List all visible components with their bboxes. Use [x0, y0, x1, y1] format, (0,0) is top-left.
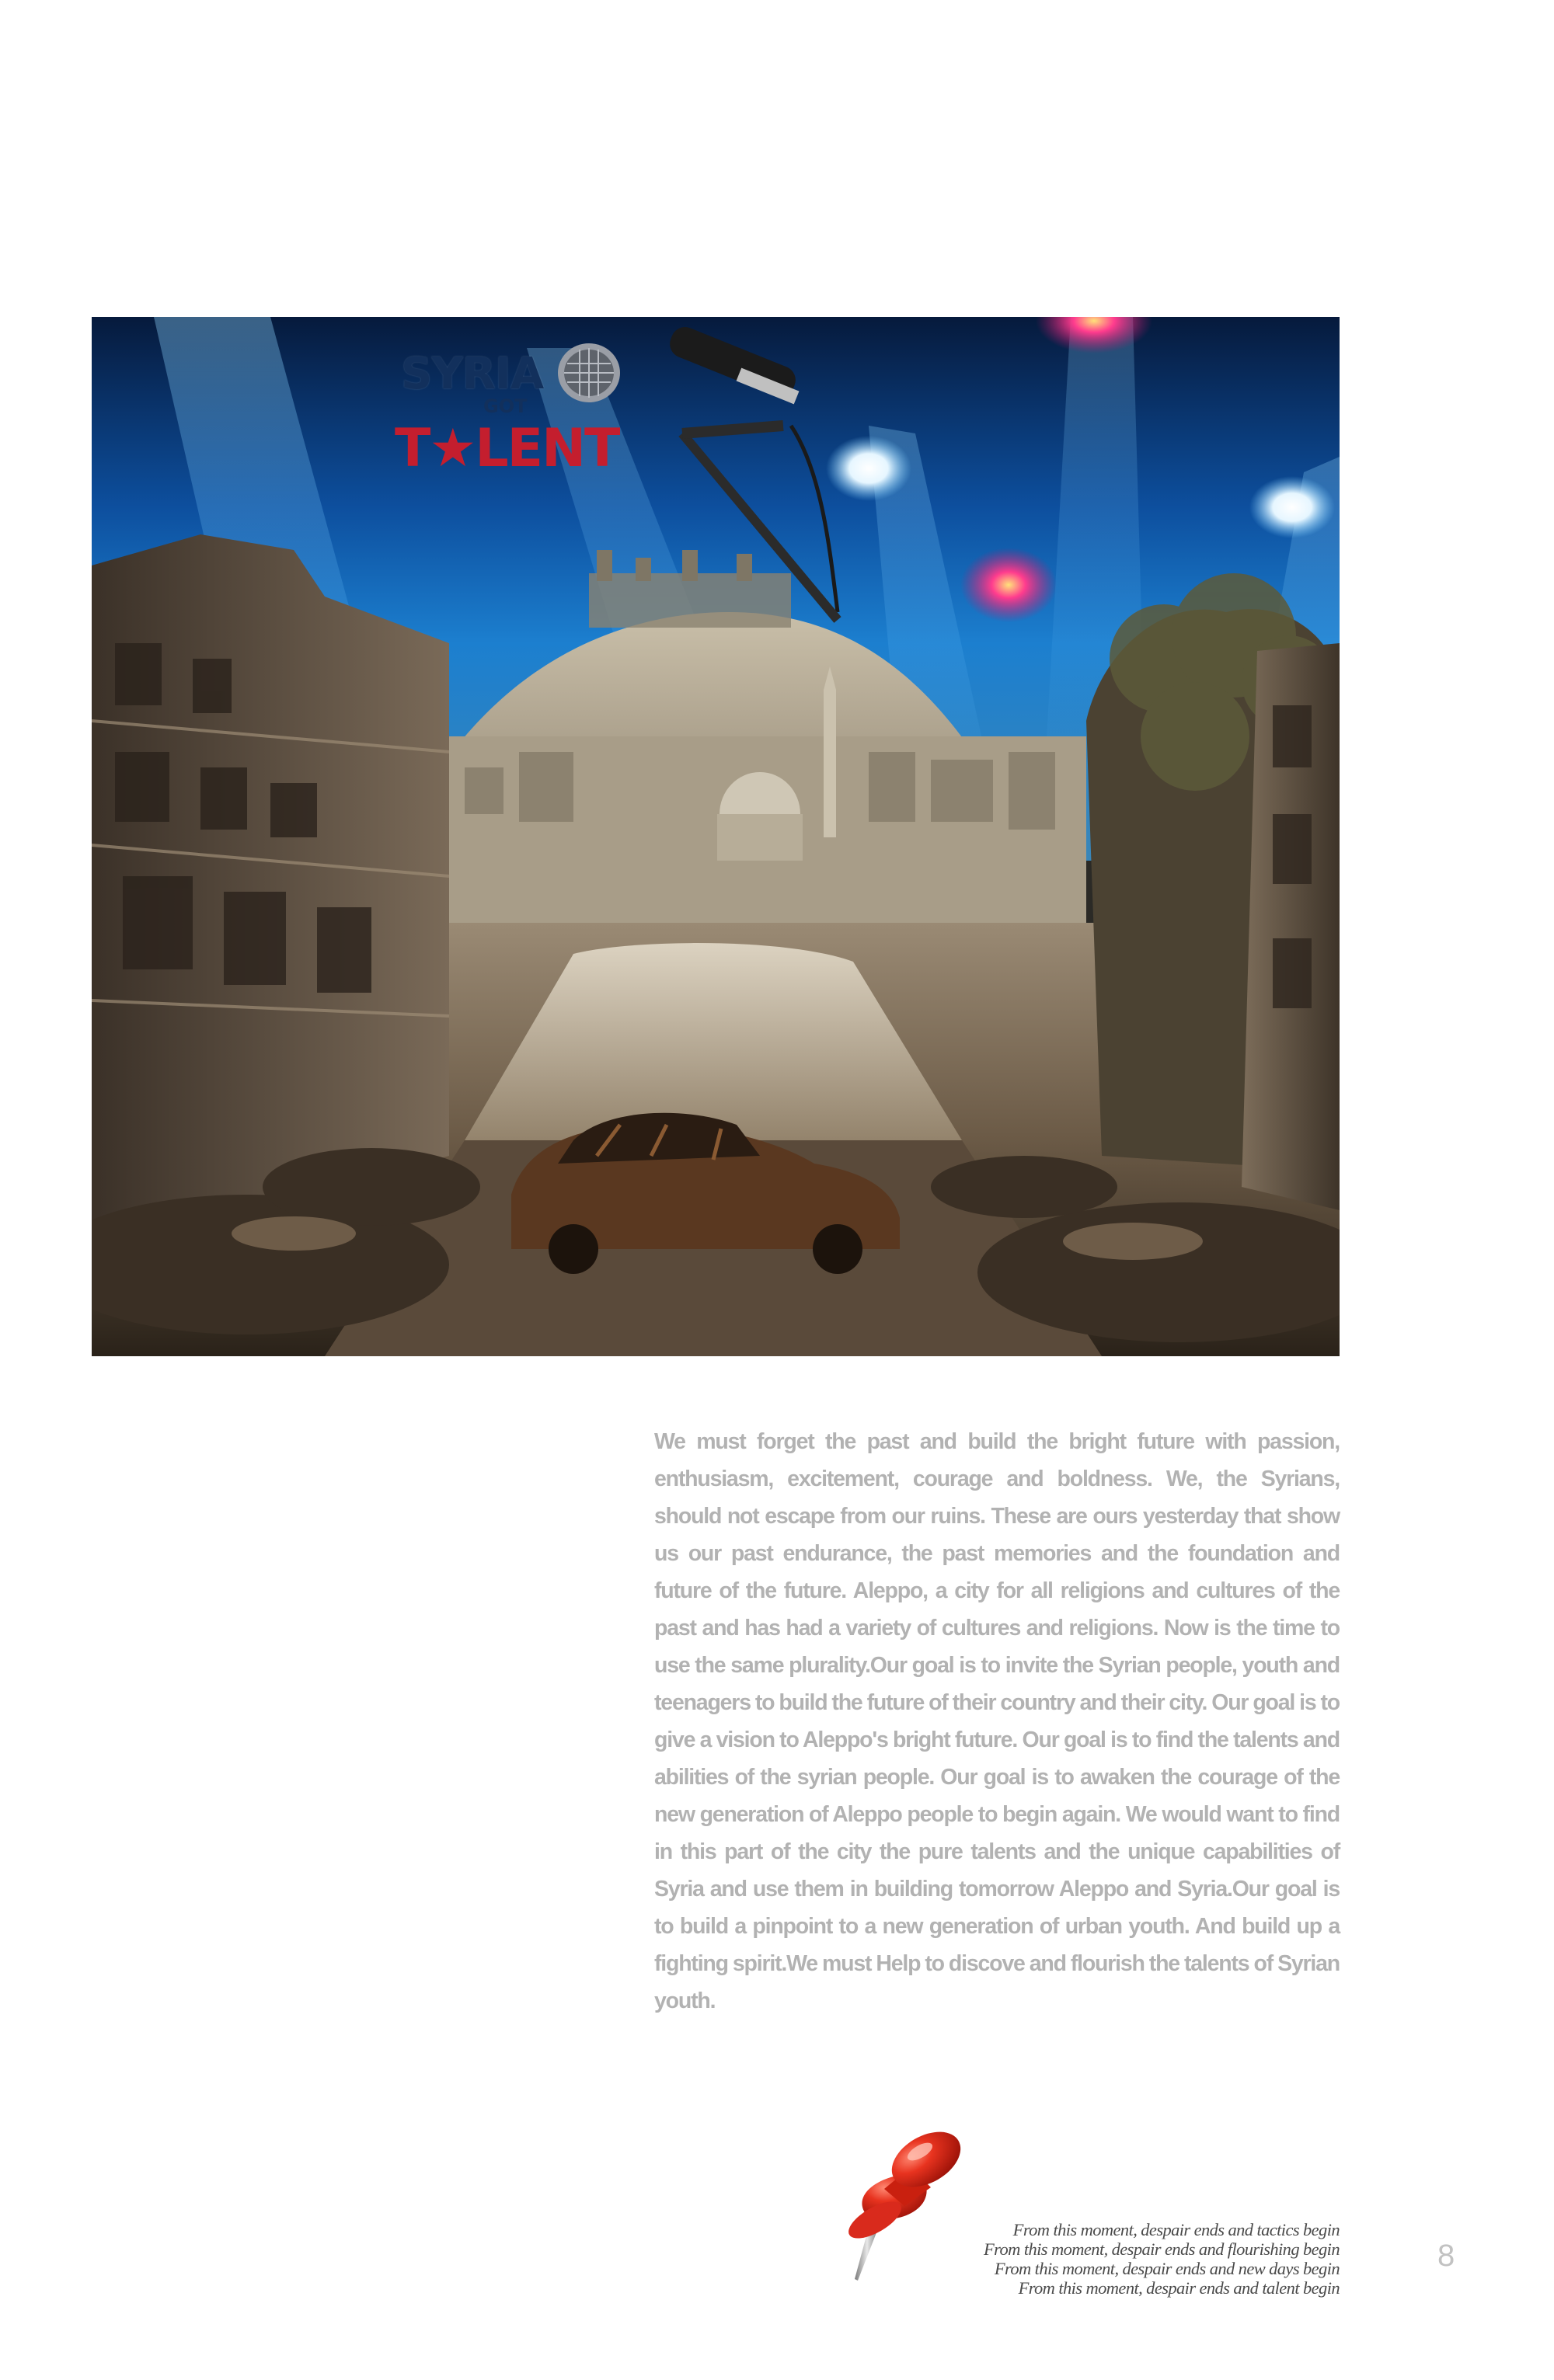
- quote-block: [917, 2220, 1340, 2298]
- logo-got-text: GOT: [483, 395, 528, 417]
- quote-line: From this moment, despair ends and talent begin: [1018, 2278, 1340, 2298]
- syria-got-talent-logo: [395, 351, 620, 491]
- quote-line: From this moment, despair ends and tactics begin: [1012, 2220, 1340, 2239]
- logo-syria-text: SYRIA: [401, 349, 544, 399]
- ruined-city-stage-scene: [92, 317, 1340, 1356]
- quote-line: From this moment, despair ends and new days begin: [994, 2259, 1340, 2278]
- body-paragraph: We must forget the past and build the bright future with passion, enthusiasm, excitement, courage and boldness. We, the Syrians, should not escape from our ruins. These are ours yesterday that show us our past endurance, the past memories and the foundation and future of the future. Aleppo, a city for all religions and cultures of the past and has had a variety of cultures and religions. Now is the time to use the same plurality.Our goal is to invite the Syrian people, youth and teenagers to build the future of their country and their city. Our goal is to give a vision to Aleppo's bright future. Our goal is to find the talents and abilities of the syrian people. Our goal is to awaken the courage of the new generation of Aleppo people to begin again. We would want to find in this part of the city the pure talents and the unique capabilities of Syria and use them in building tomorrow Aleppo and Syria.Our goal is to build a pinpoint to a new generation of urban youth. And build up a fighting spirit.We must Help to discove and flourish the talents of Syrian youth.: [654, 1429, 1340, 2013]
- hero-illustration: [92, 317, 1340, 1356]
- quote-line: From this moment, despair ends and flourishing begin: [984, 2239, 1340, 2259]
- page-number: 8: [1437, 2239, 1455, 2273]
- logo-talent-text: T★LENT: [395, 418, 619, 479]
